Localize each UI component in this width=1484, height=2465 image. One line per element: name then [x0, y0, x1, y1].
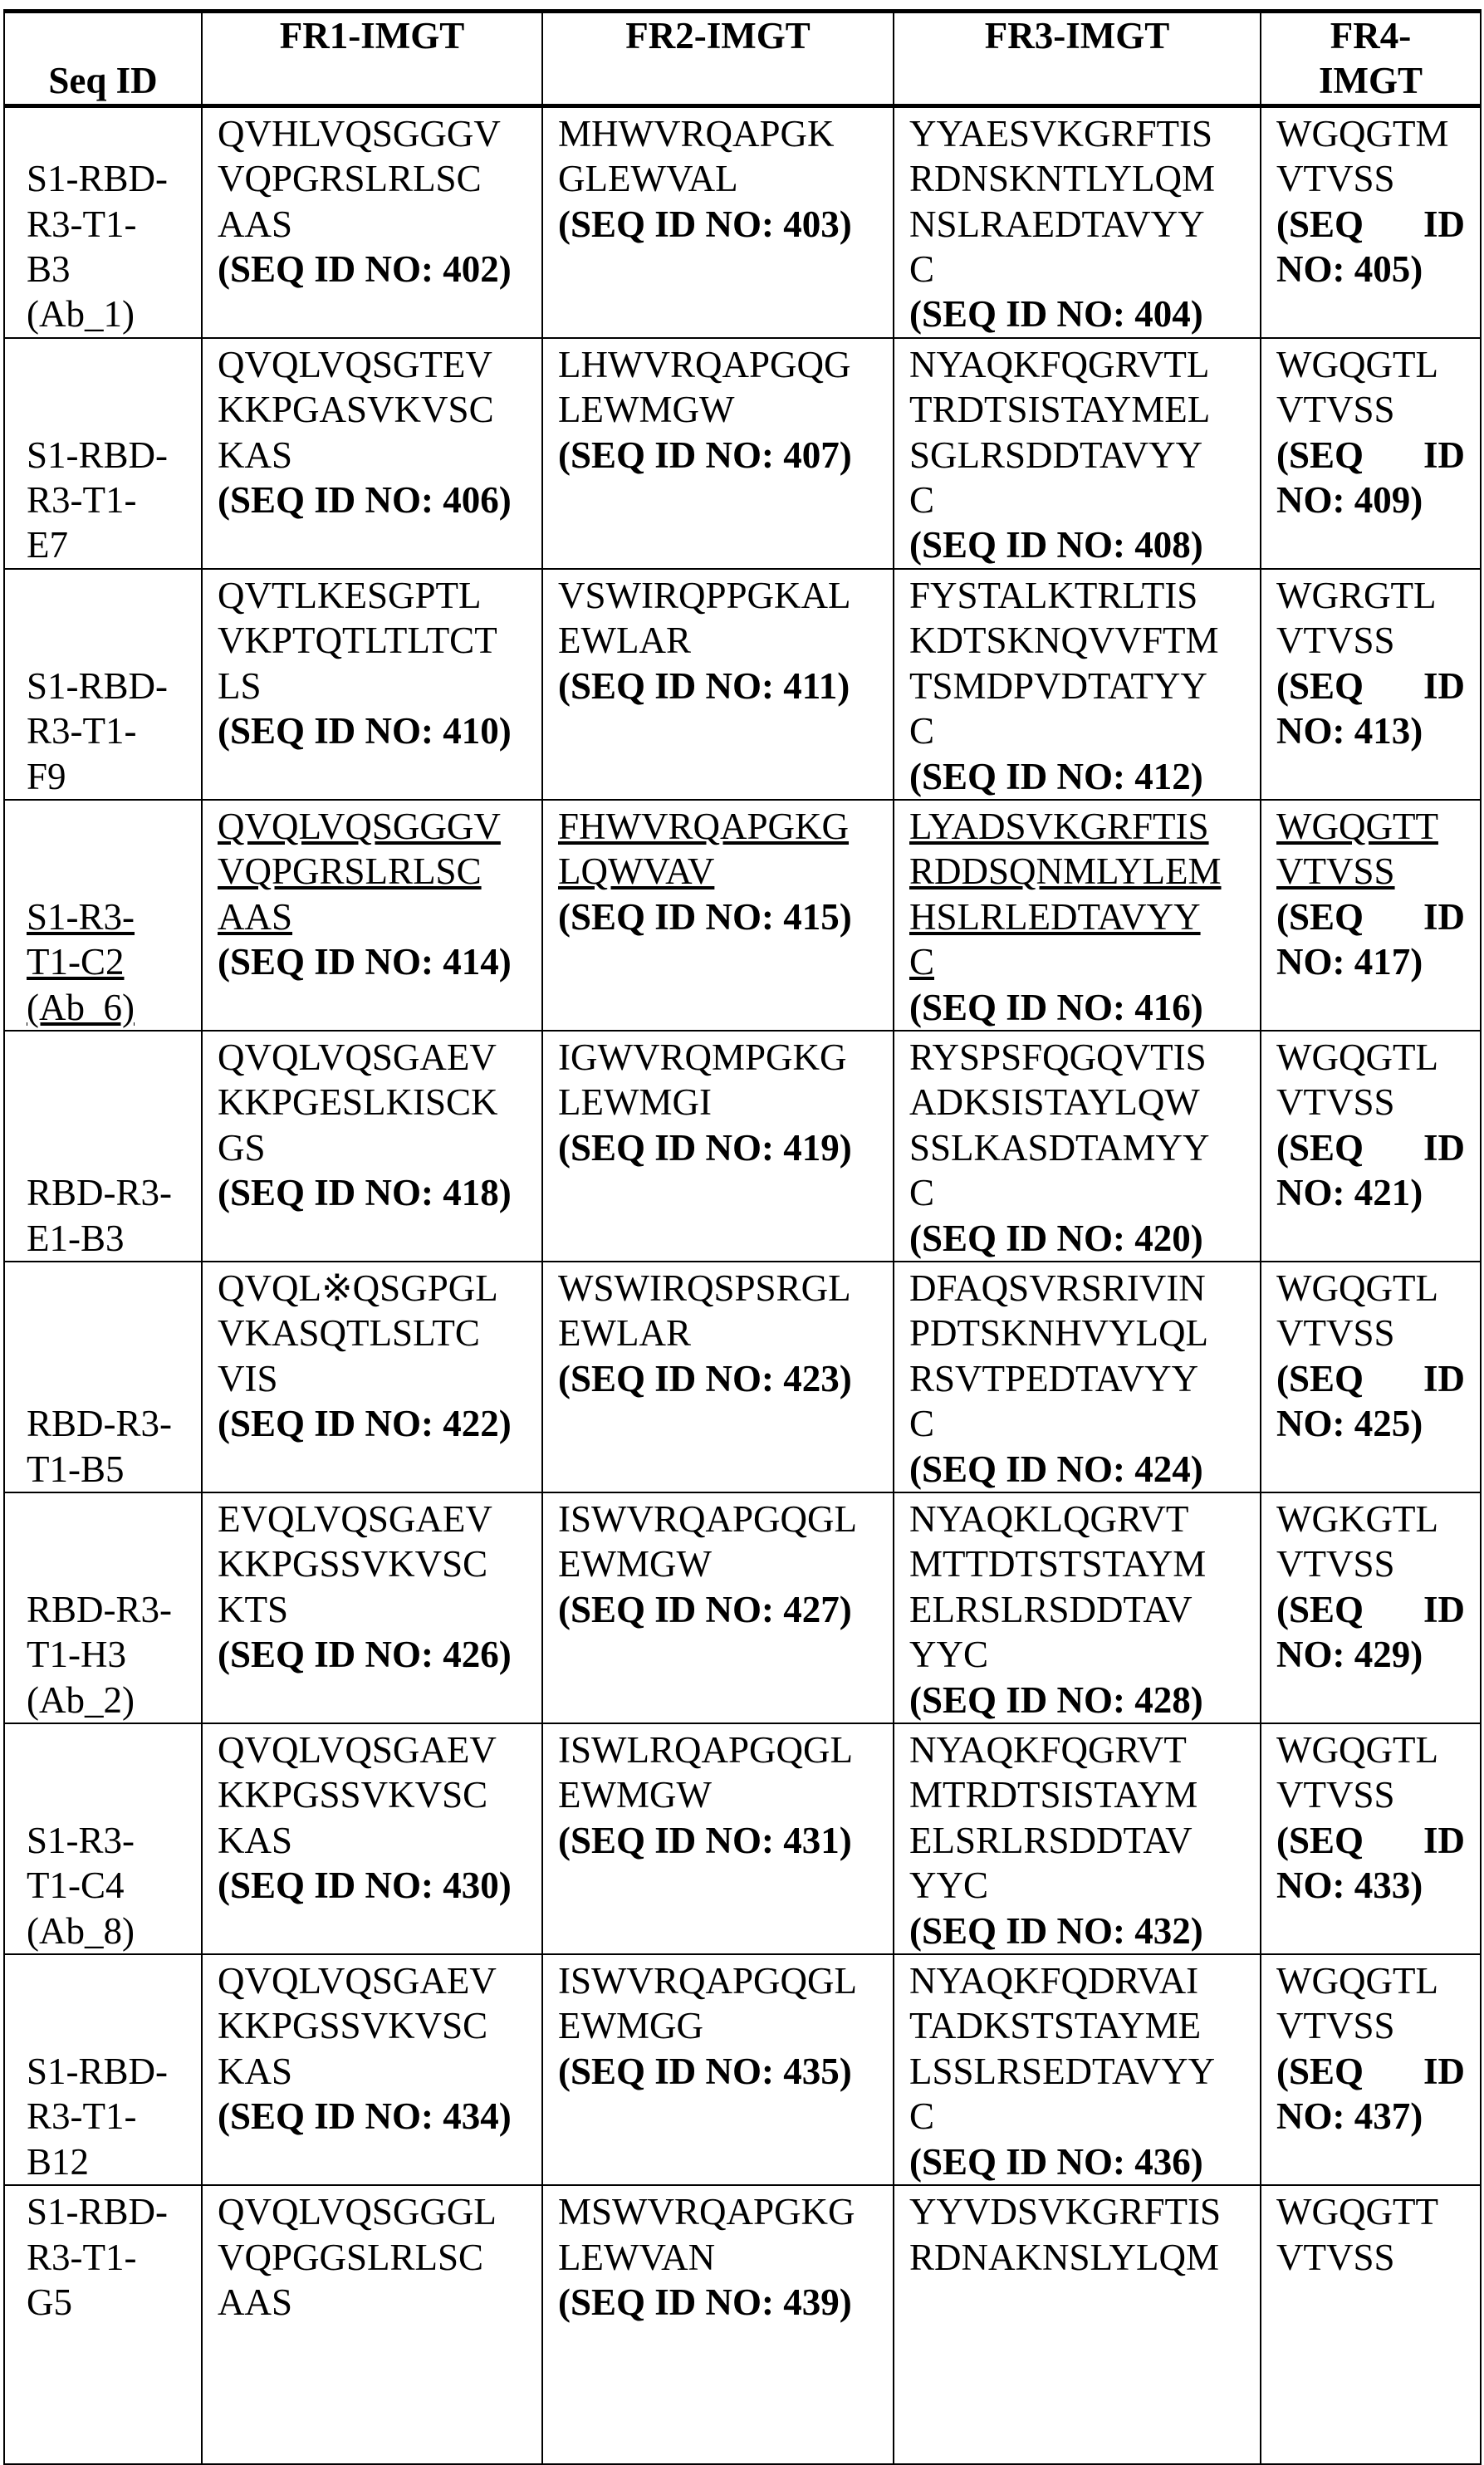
seq-id-number: (SEQ ID NO: 408): [909, 522, 1245, 567]
table-row: [4, 105, 1481, 338]
seq-id-number: (SEQ ID NO: 403): [558, 202, 878, 247]
cell-text-line: F9: [27, 754, 198, 799]
cell-text-line: S1-RBD-: [27, 156, 198, 201]
cell-text-line: NYAQKLQGRVT: [909, 1497, 1245, 1541]
cell-text-line: VTVSS: [1276, 2235, 1465, 2280]
seq-id-cell: [4, 569, 202, 800]
seq-id-number: (SEQ ID NO: 412): [909, 754, 1245, 799]
seq-id-number: (SEQ ID NO: 431): [558, 1818, 878, 1863]
seq-id-label: [1276, 1356, 1465, 1401]
fr4-cell: [1261, 1954, 1481, 2185]
cell-text-line: E7: [27, 522, 198, 567]
cell-text-line: NYAQKFQGRVT: [909, 1727, 1245, 1772]
cell-text-line: (Ab_1): [27, 292, 198, 336]
cell-text-line: R3-T1-: [27, 2094, 198, 2139]
cell-text-line: T1-B5: [27, 1447, 198, 1492]
header-fr3: [894, 12, 1261, 106]
seq-id-number: (SEQ ID NO: 422): [218, 1401, 527, 1446]
cell-text-line: R3-T1-: [27, 202, 198, 247]
seq-word: (SEQ: [1276, 2049, 1364, 2094]
seq-id-cell: [4, 1954, 202, 2185]
seq-word: (SEQ: [1276, 1587, 1364, 1632]
cell-text-line: WSWIRQSPSRGL: [558, 1266, 878, 1311]
cell-text-line: WGQGTL: [1276, 1266, 1465, 1311]
seq-id-number: (SEQ ID NO: 434): [218, 2094, 527, 2139]
table-row: [4, 1031, 1481, 1262]
fr1-cell: [202, 2185, 542, 2464]
cell-text-line: VTVSS: [1276, 618, 1465, 663]
seq-id-number: (SEQ ID NO: 404): [909, 292, 1245, 336]
cell-text-line: C: [909, 708, 1245, 753]
cell-text-line: AAS: [218, 202, 527, 247]
cell-text-line: WGQGTT: [1276, 2189, 1465, 2234]
seq-id-label: [1276, 2049, 1465, 2094]
cell-text-line: RDDSQNMLYLEM: [909, 849, 1245, 894]
cell-text-line: QVQLVQSGGGL: [218, 2189, 527, 2234]
cell-text-line: QVQLVQSGTEV: [218, 342, 527, 387]
seq-id-number: NO: 425): [1276, 1401, 1465, 1446]
seq-id-cell: [4, 105, 202, 338]
table-row: [4, 800, 1481, 1031]
seq-id-label: [1276, 1818, 1465, 1863]
cell-text-line: NYAQKFQGRVTL: [909, 342, 1245, 387]
fr1-cell: [202, 1954, 542, 2185]
cell-text-line: VTVSS: [1276, 1541, 1465, 1586]
cell-text-line: YYC: [909, 1632, 1245, 1677]
seq-id-number: (SEQ ID NO: 415): [558, 894, 878, 939]
fr2-cell: [542, 1031, 894, 1262]
table-row: [4, 1262, 1481, 1492]
cell-text-line: GS: [218, 1125, 527, 1170]
cell-text-line: C: [909, 1170, 1245, 1215]
cell-text-line: S1-R3-: [27, 894, 198, 939]
id-word: ID: [1423, 1587, 1465, 1632]
seq-id-number: NO: 429): [1276, 1632, 1465, 1677]
seq-id-cell: [4, 1262, 202, 1492]
header-fr1: [202, 12, 542, 106]
cell-text-line: LYADSVKGRFTIS: [909, 804, 1245, 849]
seq-id-number: (SEQ ID NO: 419): [558, 1125, 878, 1170]
cell-text-line: EWMGW: [558, 1541, 878, 1586]
fr4-cell: [1261, 2185, 1481, 2464]
cell-text-line: ISWVRQAPGQGL: [558, 1497, 878, 1541]
seq-id-cell: [4, 800, 202, 1031]
cell-text-line: RYSPSFQGQVTIS: [909, 1035, 1245, 1080]
cell-text-line: KKPGESLKISCK: [218, 1080, 527, 1125]
header-seq-id: [4, 12, 202, 106]
seq-id-number: (SEQ ID NO: 406): [218, 478, 527, 522]
cell-text-line: C: [909, 939, 1245, 984]
cell-text-line: YYAESVKGRFTIS: [909, 111, 1245, 156]
cell-text-line: LHWVRQAPGQG: [558, 342, 878, 387]
fr3-cell: [894, 338, 1261, 569]
cell-text-line: FR1-IMGT: [218, 13, 527, 58]
seq-id-number: (SEQ ID NO: 414): [218, 939, 527, 984]
id-word: ID: [1423, 1125, 1465, 1170]
cell-text-line: VTVSS: [1276, 849, 1465, 894]
cell-text-line: (Ab_8): [27, 1909, 198, 1953]
fr3-cell: [894, 105, 1261, 338]
cell-text-line: EVQLVQSGAEV: [218, 1497, 527, 1541]
cell-text-line: VTVSS: [1276, 1772, 1465, 1817]
seq-id-number: (SEQ ID NO: 420): [909, 1216, 1245, 1261]
fr2-cell: [542, 1723, 894, 1954]
cell-text-line: R3-T1-: [27, 2235, 198, 2280]
fr3-cell: [894, 800, 1261, 1031]
cell-text-line: QVQLVQSGAEV: [218, 1727, 527, 1772]
seq-id-number: (SEQ ID NO: 435): [558, 2049, 878, 2094]
fr4-cell: [1261, 1031, 1481, 1262]
seq-id-label: [1276, 664, 1465, 708]
cell-text-line: MSWVRQAPGKG: [558, 2189, 878, 2234]
cell-text-line: QVQL※QSGPGL: [218, 1266, 527, 1311]
fr2-cell: [542, 1492, 894, 1723]
seq-id-label: [1276, 894, 1465, 939]
cell-text-line: ELRSLRSDDTAV: [909, 1587, 1245, 1632]
seq-id-number: (SEQ ID NO: 407): [558, 433, 878, 478]
seq-word: (SEQ: [1276, 1818, 1364, 1863]
cell-text-line: KAS: [218, 1818, 527, 1863]
fr2-cell: [542, 1954, 894, 2185]
cell-text-line: AAS: [218, 894, 527, 939]
cell-text-line: LEWVAN: [558, 2235, 878, 2280]
cell-text-line: YYVDSVKGRFTIS: [909, 2189, 1245, 2234]
seq-id-number: (SEQ ID NO: 418): [218, 1170, 527, 1215]
fr2-cell: [542, 1262, 894, 1492]
cell-text-line: FYSTALKTRLTIS: [909, 573, 1245, 618]
cell-text-line: AAS: [218, 2280, 527, 2325]
seq-id-number: (SEQ ID NO: 432): [909, 1909, 1245, 1953]
cell-text-line: LEWMGI: [558, 1080, 878, 1125]
cell-text-line: T1-H3: [27, 1632, 198, 1677]
seq-word: (SEQ: [1276, 202, 1364, 247]
seq-id-cell: [4, 1723, 202, 1954]
cell-text-line: RSVTPEDTAVYY: [909, 1356, 1245, 1401]
cell-text-line: LEWMGW: [558, 387, 878, 432]
cell-text-line: EWMGW: [558, 1772, 878, 1817]
cell-text-line: WGKGTL: [1276, 1497, 1465, 1541]
cell-text-line: EWLAR: [558, 618, 878, 663]
seq-id-label: [1276, 202, 1465, 247]
cell-text-line: T1-C4: [27, 1863, 198, 1908]
cell-text-line: RBD-R3-: [27, 1170, 198, 1215]
seq-word: (SEQ: [1276, 664, 1364, 708]
seq-id-number: NO: 417): [1276, 939, 1465, 984]
seq-id-number: (SEQ ID NO: 428): [909, 1678, 1245, 1723]
fr2-cell: [542, 800, 894, 1031]
cell-text-line: VQPGGSLRLSC: [218, 2235, 527, 2280]
cell-text-line: S1-RBD-: [27, 2049, 198, 2094]
cell-text-line: WGQGTM: [1276, 111, 1465, 156]
fr1-cell: [202, 1723, 542, 1954]
cell-text-line: QVQLVQSGAEV: [218, 1035, 527, 1080]
cell-text-line: TSMDPVDTATYY: [909, 664, 1245, 708]
seq-id-number: NO: 421): [1276, 1170, 1465, 1215]
cell-text-line: NYAQKFQDRVAI: [909, 1958, 1245, 2003]
cell-text-line: VKASQTLSLTC: [218, 1311, 527, 1355]
cell-text-line: VQPGRSLRLSC: [218, 156, 527, 201]
seq-id-number: (SEQ ID NO: 430): [218, 1863, 527, 1908]
seq-id-number: NO: 437): [1276, 2094, 1465, 2139]
fr3-cell: [894, 2185, 1261, 2464]
fr1-cell: [202, 105, 542, 338]
cell-text-line: (Ab_2): [27, 1678, 198, 1723]
fr2-cell: [542, 569, 894, 800]
cell-text-line: B3: [27, 247, 198, 292]
id-word: ID: [1423, 664, 1465, 708]
seq-id-number: NO: 433): [1276, 1863, 1465, 1908]
cell-text-line: QVQLVQSGGGV: [218, 804, 527, 849]
cell-text-line: GLEWVAL: [558, 156, 878, 201]
cell-text-line: NSLRAEDTAVYY: [909, 202, 1245, 247]
fr4-cell: [1261, 1723, 1481, 1954]
cell-text-line: WGQGTL: [1276, 342, 1465, 387]
seq-word: (SEQ: [1276, 433, 1364, 478]
cell-text-line: C: [909, 2094, 1245, 2139]
fr1-cell: [202, 800, 542, 1031]
cell-text-line: KKPGSSVKVSC: [218, 1772, 527, 1817]
fr3-cell: [894, 1954, 1261, 2185]
cell-text-line: MTRDTSISTAYM: [909, 1772, 1245, 1817]
cell-text-line: MHWVRQAPGK: [558, 111, 878, 156]
cell-text-line: VTVSS: [1276, 387, 1465, 432]
cell-text-line: QVQLVQSGAEV: [218, 1958, 527, 2003]
fr3-cell: [894, 569, 1261, 800]
cell-text-line: KKPGASVKVSC: [218, 387, 527, 432]
cell-text-line: LS: [218, 664, 527, 708]
seq-id-number: (SEQ ID NO: 411): [558, 664, 878, 708]
framework-region-table: [3, 9, 1482, 2465]
cell-text-line: WGQGTL: [1276, 1035, 1465, 1080]
cell-text-line: ISWLRQAPGQGL: [558, 1727, 878, 1772]
seq-id-cell: [4, 338, 202, 569]
seq-id-label: [1276, 1587, 1465, 1632]
cell-text-line: S1-R3-: [27, 1818, 198, 1863]
id-word: ID: [1423, 1356, 1465, 1401]
seq-id-number: (SEQ ID NO: 426): [218, 1632, 527, 1677]
cell-text-line: WGQGTT: [1276, 804, 1465, 849]
id-word: ID: [1423, 2049, 1465, 2094]
seq-word: (SEQ: [1276, 894, 1364, 939]
seq-id-number: (SEQ ID NO: 410): [218, 708, 527, 753]
cell-text-line: S1-RBD-: [27, 2189, 198, 2234]
seq-id-cell: [4, 1031, 202, 1262]
cell-text-line: KDTSKNQVVFTM: [909, 618, 1245, 663]
cell-text-line: VTVSS: [1276, 1311, 1465, 1355]
fr1-cell: [202, 1031, 542, 1262]
cell-text-line: KKPGSSVKVSC: [218, 2003, 527, 2048]
table-row: [4, 338, 1481, 569]
cell-text-line: RBD-R3-: [27, 1401, 198, 1446]
cell-text-line: KTS: [218, 1587, 527, 1632]
cell-text-line: IGWVRQMPGKG: [558, 1035, 878, 1080]
cell-text-line: VTVSS: [1276, 156, 1465, 201]
fr4-cell: [1261, 338, 1481, 569]
fr4-cell: [1261, 1492, 1481, 1723]
cell-text-line: VQPGRSLRLSC: [218, 849, 527, 894]
cell-text-line: LSSLRSEDTAVYY: [909, 2049, 1245, 2094]
cell-text-line: Seq ID: [20, 58, 186, 103]
cell-text-line: C: [909, 478, 1245, 522]
table-row: [4, 569, 1481, 800]
cell-text-line: KAS: [218, 2049, 527, 2094]
cell-text-line: EWMGG: [558, 2003, 878, 2048]
fr2-cell: [542, 105, 894, 338]
header-fr4: [1261, 12, 1481, 106]
cell-text-line: VTVSS: [1276, 2003, 1465, 2048]
cell-text-line: B12: [27, 2139, 198, 2184]
cell-text-line: TADKSTSTAYME: [909, 2003, 1245, 2048]
cell-text-line: RDNSKNTLYLQM: [909, 156, 1245, 201]
cell-text-line: DFAQSVRSRIVIN: [909, 1266, 1245, 1311]
cell-text-line: E1-B3: [27, 1216, 198, 1261]
header-fr2: [542, 12, 894, 106]
cell-text-line: RDNAKNSLYLQM: [909, 2235, 1245, 2280]
cell-text-line: T1-C2: [27, 939, 198, 984]
cell-text-line: R3-T1-: [27, 478, 198, 522]
table-row: [4, 2185, 1481, 2464]
id-word: ID: [1423, 202, 1465, 247]
cell-text-line: WGQGTL: [1276, 1958, 1465, 2003]
cell-text-line: EWLAR: [558, 1311, 878, 1355]
cell-text-line: S1-RBD-: [27, 664, 198, 708]
cell-text-line: SGLRSDDTAVYY: [909, 433, 1245, 478]
cell-text-line: LQWVAV: [558, 849, 878, 894]
cell-text-line: VTVSS: [1276, 1080, 1465, 1125]
fr1-cell: [202, 569, 542, 800]
cell-text-line: FHWVRQAPGKG: [558, 804, 878, 849]
cell-text-line: VKPTQTLTLTCT: [218, 618, 527, 663]
cell-text-line: ELSRLRSDDTAV: [909, 1818, 1245, 1863]
cell-text-line: MTTDTSTSTAYM: [909, 1541, 1245, 1586]
seq-word: (SEQ: [1276, 1125, 1364, 1170]
fr2-cell: [542, 2185, 894, 2464]
cell-text-line: C: [909, 247, 1245, 292]
cell-text-line: SSLKASDTAMYY: [909, 1125, 1245, 1170]
seq-id-number: (SEQ ID NO: 436): [909, 2139, 1245, 2184]
fr3-cell: [894, 1492, 1261, 1723]
cell-text-line: ADKSISTAYLQW: [909, 1080, 1245, 1125]
seq-id-number: (SEQ ID NO: 424): [909, 1447, 1245, 1492]
cell-text-line: KAS: [218, 433, 527, 478]
table-row: [4, 1954, 1481, 2185]
seq-id-label: [1276, 1125, 1465, 1170]
cell-text-line: HSLRLEDTAVYY: [909, 894, 1245, 939]
seq-id-number: (SEQ ID NO: 402): [218, 247, 527, 292]
cell-text-line: VIS: [218, 1356, 527, 1401]
fr4-cell: [1261, 800, 1481, 1031]
seq-id-number: (SEQ ID NO: 416): [909, 985, 1245, 1030]
cell-text-line: FR4-: [1276, 13, 1465, 58]
fr4-cell: [1261, 105, 1481, 338]
fr1-cell: [202, 1492, 542, 1723]
seq-id-cell: [4, 1492, 202, 1723]
cell-text-line: FR3-IMGT: [909, 13, 1245, 58]
id-word: ID: [1423, 433, 1465, 478]
cell-text-line: C: [909, 1401, 1245, 1446]
cell-text-line: R3-T1-: [27, 708, 198, 753]
cell-text-line: S1-RBD-: [27, 433, 198, 478]
cell-text-line: (Ab_6): [27, 985, 198, 1030]
seq-id-label: [1276, 433, 1465, 478]
seq-id-number: NO: 405): [1276, 247, 1465, 292]
cell-text-line: ISWVRQAPGQGL: [558, 1958, 878, 2003]
seq-word: (SEQ: [1276, 1356, 1364, 1401]
cell-text-line: YYC: [909, 1863, 1245, 1908]
id-word: ID: [1423, 1818, 1465, 1863]
seq-id-number: NO: 413): [1276, 708, 1465, 753]
cell-text-line: KKPGSSVKVSC: [218, 1541, 527, 1586]
fr1-cell: [202, 1262, 542, 1492]
fr4-cell: [1261, 1262, 1481, 1492]
fr1-cell: [202, 338, 542, 569]
cell-text-line: WGRGTL: [1276, 573, 1465, 618]
cell-text-line: RBD-R3-: [27, 1587, 198, 1632]
fr4-cell: [1261, 569, 1481, 800]
id-word: ID: [1423, 894, 1465, 939]
cell-text-line: WGQGTL: [1276, 1727, 1465, 1772]
cell-text-line: QVHLVQSGGGV: [218, 111, 527, 156]
fr3-cell: [894, 1262, 1261, 1492]
cell-text-line: QVTLKESGPTL: [218, 573, 527, 618]
seq-id-number: (SEQ ID NO: 423): [558, 1356, 878, 1401]
seq-id-number: NO: 409): [1276, 478, 1465, 522]
cell-text-line: G5: [27, 2280, 198, 2325]
fr2-cell: [542, 338, 894, 569]
seq-id-number: (SEQ ID NO: 427): [558, 1587, 878, 1632]
cell-text-line: FR2-IMGT: [558, 13, 878, 58]
table-row: [4, 1723, 1481, 1954]
cell-text-line: PDTSKNHVYLQL: [909, 1311, 1245, 1355]
cell-text-line: IMGT: [1276, 58, 1465, 103]
cell-text-line: VSWIRQPPGKAL: [558, 573, 878, 618]
fr3-cell: [894, 1031, 1261, 1262]
seq-id-cell: [4, 2185, 202, 2464]
cell-text-line: TRDTSISTAYMEL: [909, 387, 1245, 432]
seq-id-number: (SEQ ID NO: 439): [558, 2280, 878, 2325]
fr3-cell: [894, 1723, 1261, 1954]
table-header-row: [4, 12, 1481, 106]
table-row: [4, 1492, 1481, 1723]
